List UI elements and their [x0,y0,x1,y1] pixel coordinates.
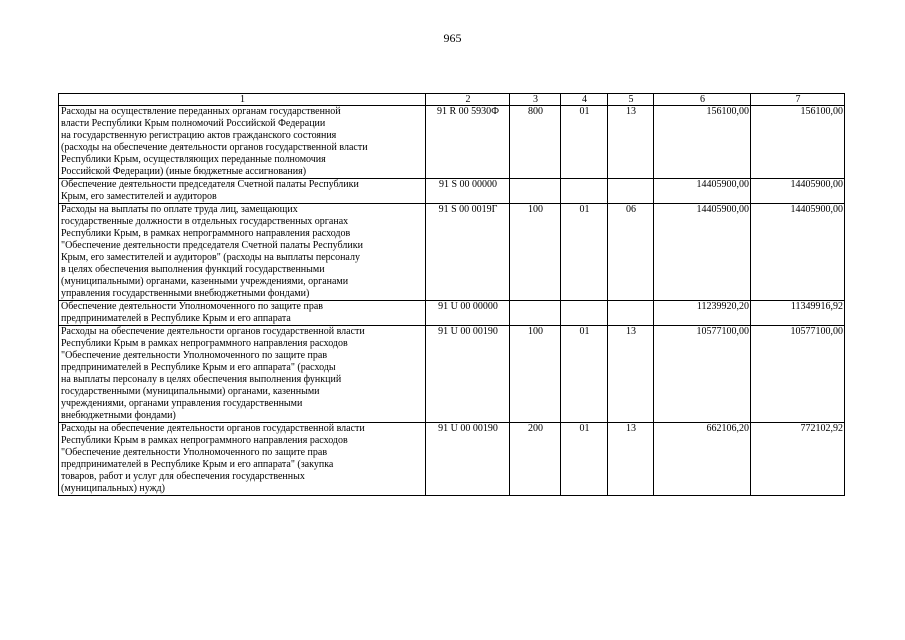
row-amount-col7: 772102,92 [751,423,845,496]
row-amount-col6: 14405900,00 [654,179,751,204]
row-section: 01 [561,423,608,496]
row-subsection: 06 [608,204,654,301]
table-row [59,179,845,204]
row-description: Расходы на обеспечение деятельности органов государственной власти Республики Крым в рамках непрограммного направления расходов "Обеспечение деятельности Уполномоченного по защите прав предпринимателей в Республике Крым и его аппарата" (расходы на выплаты персоналу в целях обеспечения выполнения функций государственными (муниципальными) органами, казенными учреждениями, органами управления государственными внебюджетными фондами) [59,326,426,423]
row-code: 91 S 00 0019Г [426,204,510,301]
column-header: 4 [561,94,608,106]
column-header: 6 [654,94,751,106]
row-amount-col7: 14405900,00 [751,179,845,204]
row-description: Обеспечение деятельности председателя Счетной палаты Республики Крым, его заместителей и аудиторов [59,179,426,204]
column-header: 2 [426,94,510,106]
column-header: 1 [59,94,426,106]
table-row [59,106,845,179]
row-expense-type: 200 [510,423,561,496]
row-amount-col7: 14405900,00 [751,204,845,301]
row-expense-type [510,301,561,326]
row-expense-type [510,179,561,204]
row-amount-col7: 10577100,00 [751,326,845,423]
row-subsection: 13 [608,326,654,423]
row-description: Расходы на обеспечение деятельности органов государственной власти Республики Крым в рамках непрограммного направления расходов "Обеспечение деятельности Уполномоченного по защите прав предпринимателей в Республике Крым и его аппарата" (закупка товаров, работ и услуг для обеспечения государственных (муниципальных) нужд) [59,423,426,496]
row-subsection: 13 [608,106,654,179]
column-header: 3 [510,94,561,106]
row-code: 91 R 00 5930Ф [426,106,510,179]
table-row [59,301,845,326]
row-section: 01 [561,204,608,301]
budget-table [58,93,845,496]
row-section [561,301,608,326]
row-amount-col7: 11349916,92 [751,301,845,326]
row-amount-col7: 156100,00 [751,106,845,179]
row-code: 91 U 00 00190 [426,326,510,423]
row-expense-type: 100 [510,204,561,301]
row-code: 91 U 00 00000 [426,301,510,326]
row-amount-col6: 10577100,00 [654,326,751,423]
row-section [561,179,608,204]
table-row [59,326,845,423]
column-header: 7 [751,94,845,106]
row-subsection [608,301,654,326]
row-expense-type: 100 [510,326,561,423]
row-amount-col6: 156100,00 [654,106,751,179]
row-amount-col6: 662106,20 [654,423,751,496]
column-header: 5 [608,94,654,106]
table-row [59,423,845,496]
row-subsection [608,179,654,204]
row-code: 91 U 00 00190 [426,423,510,496]
row-section: 01 [561,106,608,179]
row-expense-type: 800 [510,106,561,179]
row-code: 91 S 00 00000 [426,179,510,204]
row-amount-col6: 11239920,20 [654,301,751,326]
row-amount-col6: 14405900,00 [654,204,751,301]
row-section: 01 [561,326,608,423]
header-row [59,94,845,106]
row-description: Обеспечение деятельности Уполномоченного по защите прав предпринимателей в Республике Крым и его аппарата [59,301,426,326]
row-description: Расходы на осуществление переданных органам государственной власти Республики Крым полномочий Российской Федерации на государственную регистрацию актов гражданского состояния (расходы на обеспечение деятельности органов государственной власти Республики Крым, осуществляющих переданные полномочия Российской Федерации) (иные бюджетные ассигнования) [59,106,426,179]
row-description: Расходы на выплаты по оплате труда лиц, замещающих государственные должности в отдельных государственных органах Республики Крым, в рамках непрограммного направления расходов "Обеспечение деятельности председателя Счетной палаты Республики Крым, его заместителей и аудиторов" (расходы на выплаты персоналу в целях обеспечения выполнения функций государственными (муниципальными) органами, казенными учреждениями, органами управления государственными внебюджетными фондами) [59,204,426,301]
table-row [59,204,845,301]
row-subsection: 13 [608,423,654,496]
page-number: 965 [443,31,462,45]
